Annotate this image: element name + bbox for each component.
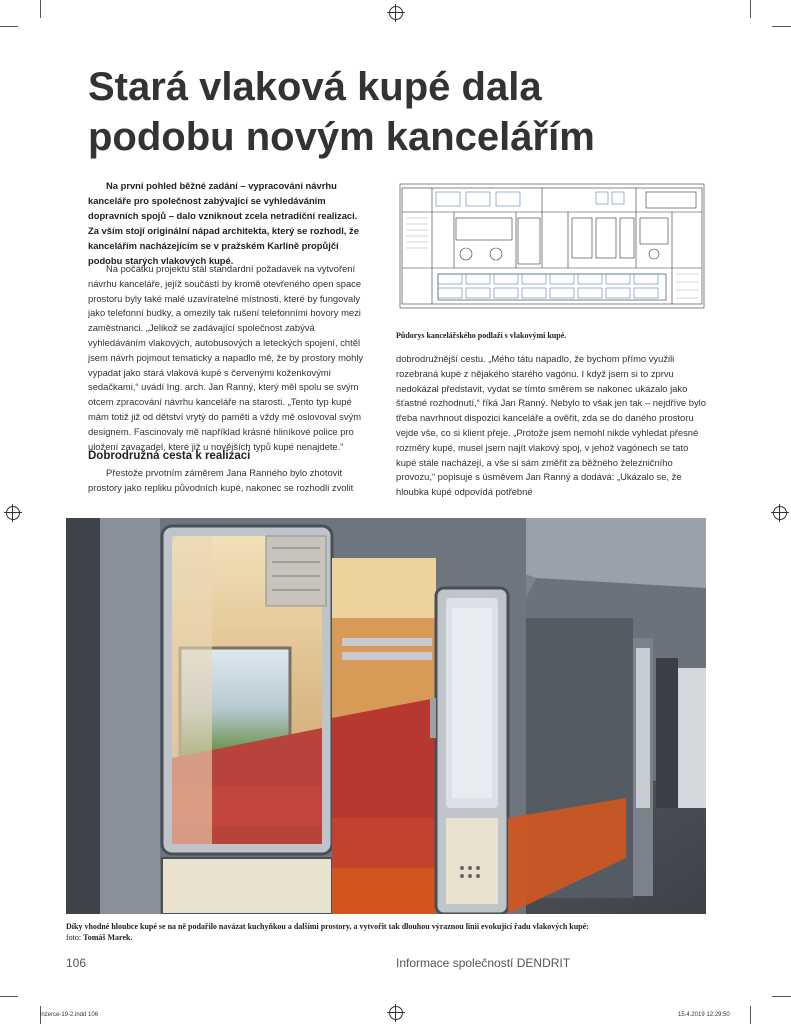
crop-mark	[0, 996, 18, 997]
footer-publication: Informace společností DENDRIT	[396, 956, 571, 970]
section-heading: Dobrodružná cesta k realizaci	[88, 450, 251, 462]
article-title	[88, 62, 708, 162]
body-paragraph-2	[88, 466, 370, 496]
slug-timestamp: 15.4.2019 12:29:50	[678, 1012, 730, 1018]
article-title-line1: Stará vlaková kupé dala	[88, 65, 542, 109]
body-paragraph-1-text: Na počátku projektu stál standardní požadavek na vytvoření návrhu kanceláře, jejíž součástí by kromě otevřeného open space prostoru byly také malé uzavíratelné místnosti, které by fungovaly jako telefonní budky, a omezily tak rušení telefonními hovory mezi zaměstnanci. „Jelikož se zadávající společnost zabývá vyhledáváním vlakových, autobusových a leteckých spojení, chtěl jsem návrh pojmout tematicky a napadlo mě, že by prostory mohly vypadat jako stará vlaková kupé s červenými koženkovými sedačkami,“ uvádí Ing. arch. Jan Ranný, který měl spolu se svým otcem zpracování návrhu kanceláře na starosti. „Tento typ kupé mám totiž již od dětství vrytý do paměti a vždy mě oslovoval svým designem. Fascinovaly mě například krásné hliníkové police pro uložení zavazadel, které již u novějších typů kupé nenajdete.“	[88, 263, 364, 452]
lead-paragraph	[88, 178, 370, 268]
body-paragraph-3: dobrodružnější cestu. „Mého tátu napadlo, že bychom přímo využili rozebraná kupé z nějakého starého vagónu. I když jsem si to zprvu nedokázal představit, vydat se tímto směrem se nakonec ukázalo jako šťastné rozhodnutí,“ říká Jan Ranný. Nebylo to však jen tak – nejdříve bylo třeba navrhnout dispozici kanceláře a ověřit, zda se do daného prostoru vejde vše, co si klient přeje. „Protože jsem nemohl nikde vyhledat přesné rozměry kupé, musel jsem najít vlakový spoj, v jehož vagónech se tato kupé stále nacházejí, a vše si sám změřit za běžného železničního provozu,“ popisuje s úsměvem Jan Ranný a dodává: „Ukázalo se, že hloubka kupé odpovídá potřebné	[396, 353, 706, 498]
article-title-line2: podobu novým kancelářím	[88, 115, 595, 159]
photo-credit-label: foto:	[66, 932, 82, 942]
photo-caption-text: Díky vhodné hloubce kupé se na ně podařilo navázat kuchyňkou a dalšími prostory, a vytvořit tak dlouhou výraznou linii evokující řadu vlakových kupé:	[66, 922, 589, 931]
photo-credit-name: Tomáš Marek.	[83, 932, 133, 942]
crop-mark	[0, 26, 18, 27]
crop-mark	[772, 996, 791, 997]
crop-mark	[750, 1006, 751, 1024]
body-paragraph-2-text: Přestože prvotním záměrem Jana Ranného bylo zhotovit prostory jako repliku původních kupé, nakonec se rozhodli zvolit	[88, 467, 354, 493]
registration-mark-top	[389, 6, 403, 20]
crop-mark	[750, 0, 751, 18]
registration-mark-bottom	[389, 1006, 403, 1020]
page-number: 106	[66, 956, 87, 970]
photo-caption	[66, 922, 706, 943]
train-compartment-photo	[66, 518, 706, 914]
body-paragraph-1	[88, 262, 370, 454]
registration-mark-left	[6, 506, 20, 520]
crop-mark	[772, 26, 791, 27]
floor-plan-drawing	[396, 178, 708, 316]
registration-mark-right	[773, 506, 787, 520]
crop-mark	[40, 0, 41, 18]
lead-text: Na první pohled běžné zadání – vypracování návrhu kanceláře pro společnost zabývající se vyhledáváním dopravních spojů – dalo vzniknout zcela netradiční realizaci. Za vším stojí originální nápad architekta, který se rozhodl, že kancelářím nacházejícím se v pražském Karlíně propůjčí podobu starých vlakových kupé.	[88, 180, 359, 266]
floor-plan-caption: Půdorys kancelářského podlaží s vlakovými kupé.	[396, 331, 567, 340]
slug-file-info: inzerce-19-2.indd 106	[40, 1012, 99, 1018]
